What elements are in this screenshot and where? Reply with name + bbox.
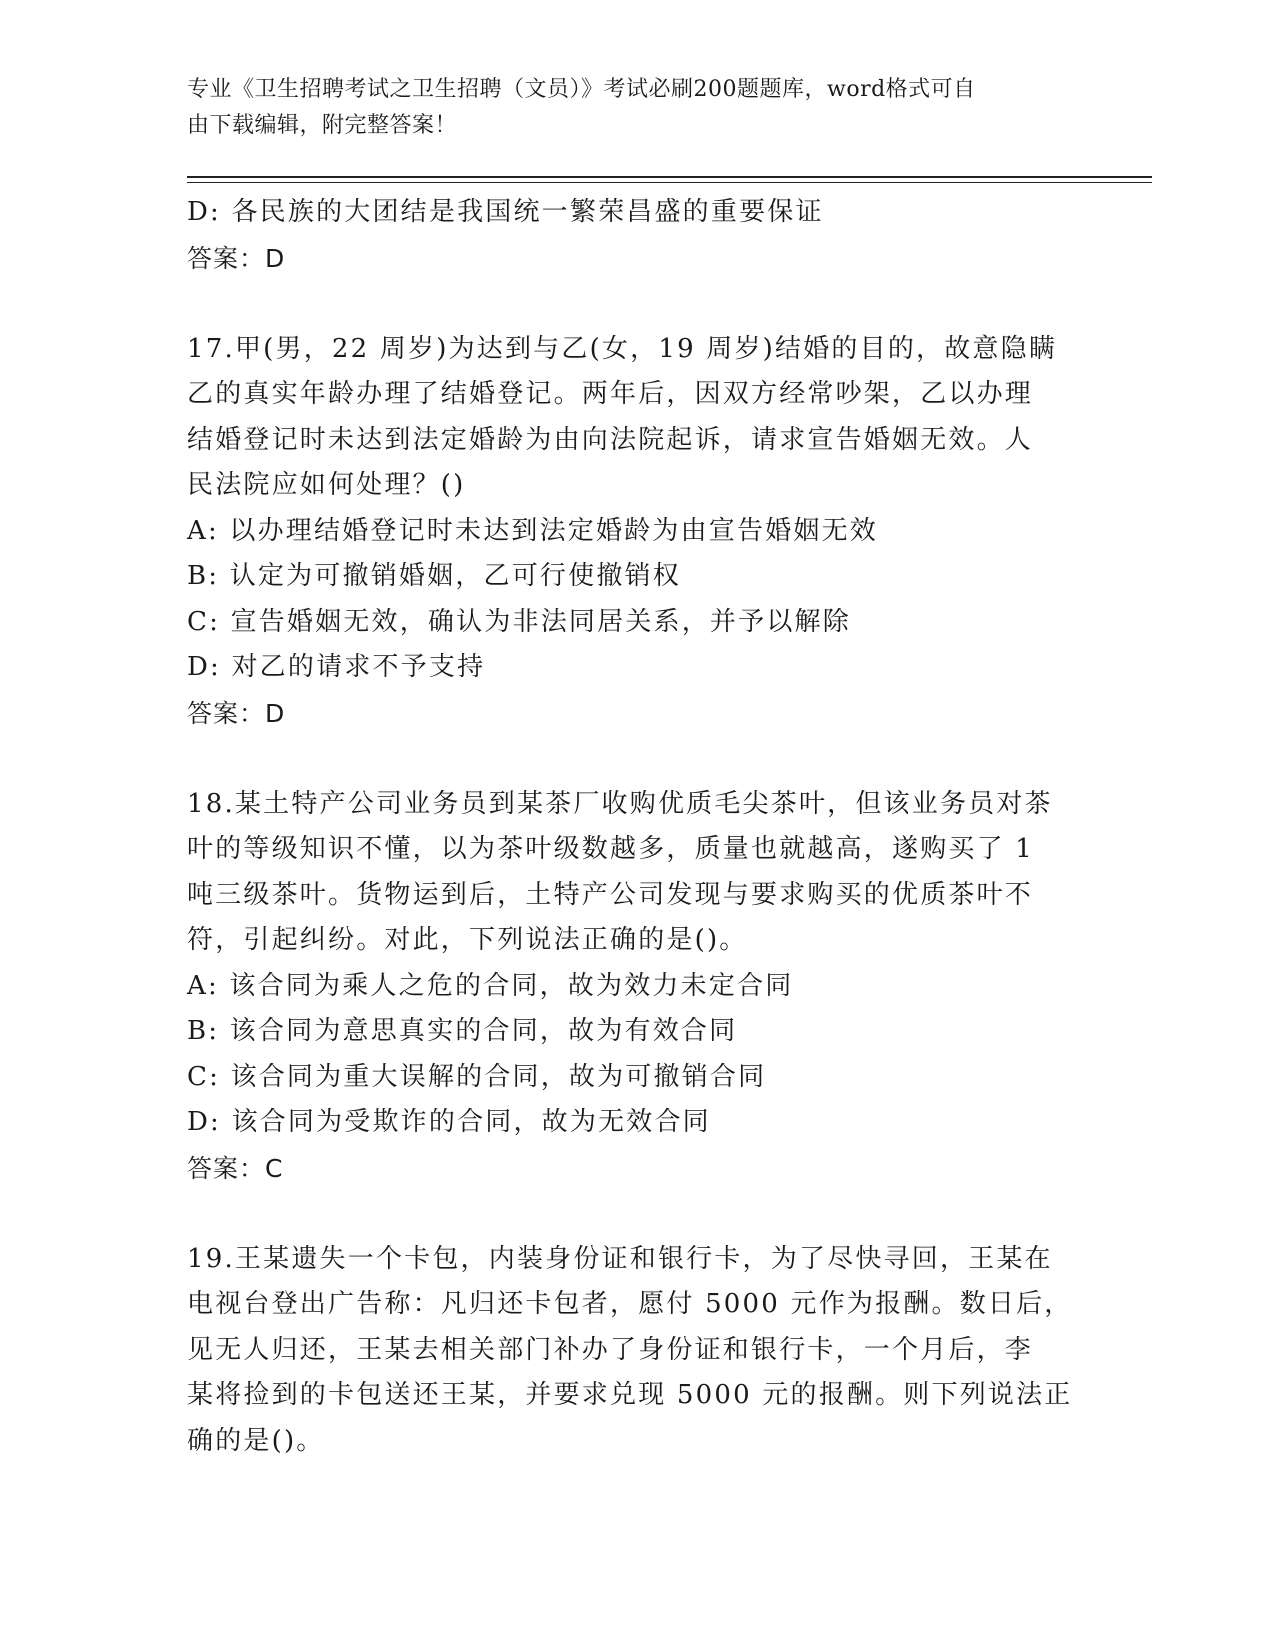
option-c: C: 该合同为重大误解的合同，故为可撤销合同 [187,1061,767,1092]
spacer [187,1191,1077,1237]
question-text-line: 符，引起纠纷。对此，下列说法正确的是()。 [187,925,748,955]
option-d: D: 该合同为受欺诈的合同，故为无效合同 [187,1107,711,1137]
question-text-line: 结婚登记时未达到法定婚龄为由向法院起诉，请求宣告婚姻无效。人 [187,424,1034,455]
question-19 [187,1237,1077,1465]
question-17 [187,327,1077,737]
option-b: B: 认定为可撤销婚姻，乙可行使撤销权 [187,561,681,591]
answer: 答案：C [187,1153,284,1183]
answer: 答案：D [187,243,286,273]
option-c: C: 宣告婚姻无效，确认为非法同居关系，并予以解除 [187,606,851,637]
question-text-line: 叶的等级知识不懂，以为茶叶级数越多，质量也就越高，遂购买了 1 [187,834,1035,864]
header-divider-thin [187,182,1152,183]
header-line: 由下载编辑，附完整答案！ [187,113,458,138]
header-divider-thick [187,176,1152,178]
page-header [187,72,1067,144]
question-text-line: 确的是()。 [187,1425,325,1456]
question-text-line: 乙的真实年龄办理了结婚登记。两年后，因双方经常吵架，乙以办理 [187,379,1034,409]
spacer [187,736,1077,782]
header-line: 专业《卫生招聘考试之卫生招聘（文员）》考试必刷200题题库，word格式可自 [187,77,976,102]
question-text-line: 18.某土特产公司业务员到某茶厂收购优质毛尖茶叶，但该业务员对茶 [187,788,1053,819]
spacer [187,281,1077,327]
question-text-line: 电视台登出广告称：凡归还卡包者，愿付 5000 元作为报酬。数日后， [187,1289,1073,1319]
answer: 答案：D [187,698,286,728]
option-d: D: 对乙的请求不予支持 [187,652,486,682]
question-text-line: 某将捡到的卡包送还王某，并要求兑现 5000 元的报酬。则下列说法正 [187,1380,1073,1410]
question-text-line: 吨三级茶叶。货物运到后，土特产公司发现与要求购买的优质茶叶不 [187,879,1034,910]
question-text-line: 见无人归还，王某去相关部门补办了身份证和银行卡，一个月后，李 [187,1334,1034,1365]
previous-question-tail [187,190,1077,281]
question-text-line: 19.王某遗失一个卡包，内装身份证和银行卡，为了尽快寻回，王某在 [187,1243,1053,1274]
option-b: B: 该合同为意思真实的合同，故为有效合同 [187,1016,738,1046]
question-content [187,190,1077,1464]
option-a: A: 以办理结婚登记时未达到法定婚龄为由宣告婚姻无效 [187,515,879,546]
question-18 [187,782,1077,1192]
question-text-line: 17.甲(男，22 周岁)为达到与乙(女，19 周岁)结婚的目的，故意隐瞒 [187,333,1058,364]
option-d: D: 各民族的大团结是我国统一繁荣昌盛的重要保证 [187,197,824,227]
question-text-line: 民法院应如何处理？() [187,470,466,500]
option-a: A: 该合同为乘人之危的合同，故为效力未定合同 [187,970,794,1001]
